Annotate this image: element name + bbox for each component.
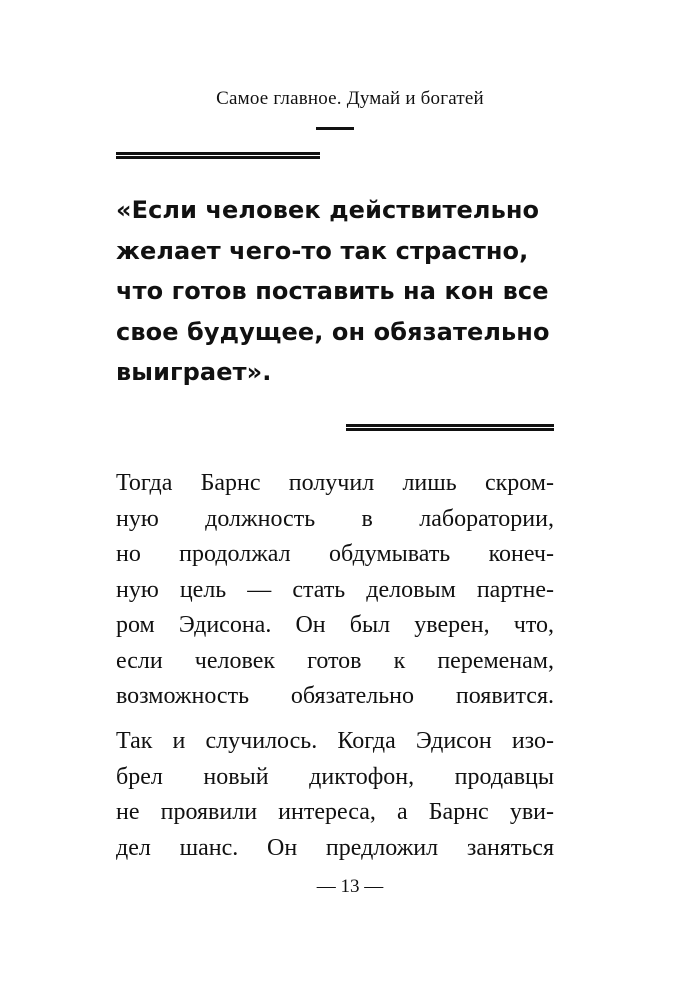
quote-line: что готов поставить на кон все xyxy=(116,277,549,305)
text-line: брел новый диктофон, продавцы xyxy=(116,763,554,790)
text-line: возможность обязательно появится. xyxy=(116,683,554,709)
text-line: ную должность в лаборатории, xyxy=(116,505,554,532)
quote-line: «Если человек действительно xyxy=(116,196,540,224)
text-line: ром Эдисона. Он был уверен, что, xyxy=(116,612,554,638)
text-line: дел шанс. Он предложил заняться xyxy=(116,834,554,861)
page-number: — 13 — xyxy=(316,876,384,897)
text-line: ную цель — стать деловым партне- xyxy=(116,576,554,603)
text-line: не проявили интереса, а Барнс уви- xyxy=(116,799,554,825)
quote-line: свое будущее, он обязательно xyxy=(116,317,550,346)
text-line: Тогда Барнс получил лишь скром- xyxy=(116,470,554,496)
header-rule xyxy=(316,127,354,130)
quote-bottom-double-rule xyxy=(346,424,554,431)
text-line: Так и случилось. Когда Эдисон изо- xyxy=(116,728,554,754)
quote-line: выиграет». xyxy=(116,358,272,386)
body-paragraph-1 xyxy=(116,466,554,715)
text-line: но продолжал обдумывать конеч- xyxy=(116,541,554,567)
text-line: если человек готов к переменам, xyxy=(116,647,554,674)
quote-line: желает чего-то так страстно, xyxy=(116,236,529,265)
pull-quote xyxy=(116,190,566,393)
body-paragraph-2 xyxy=(116,724,554,866)
running-header: Самое главное. Думай и богатей xyxy=(216,88,484,109)
quote-top-double-rule xyxy=(116,152,320,159)
